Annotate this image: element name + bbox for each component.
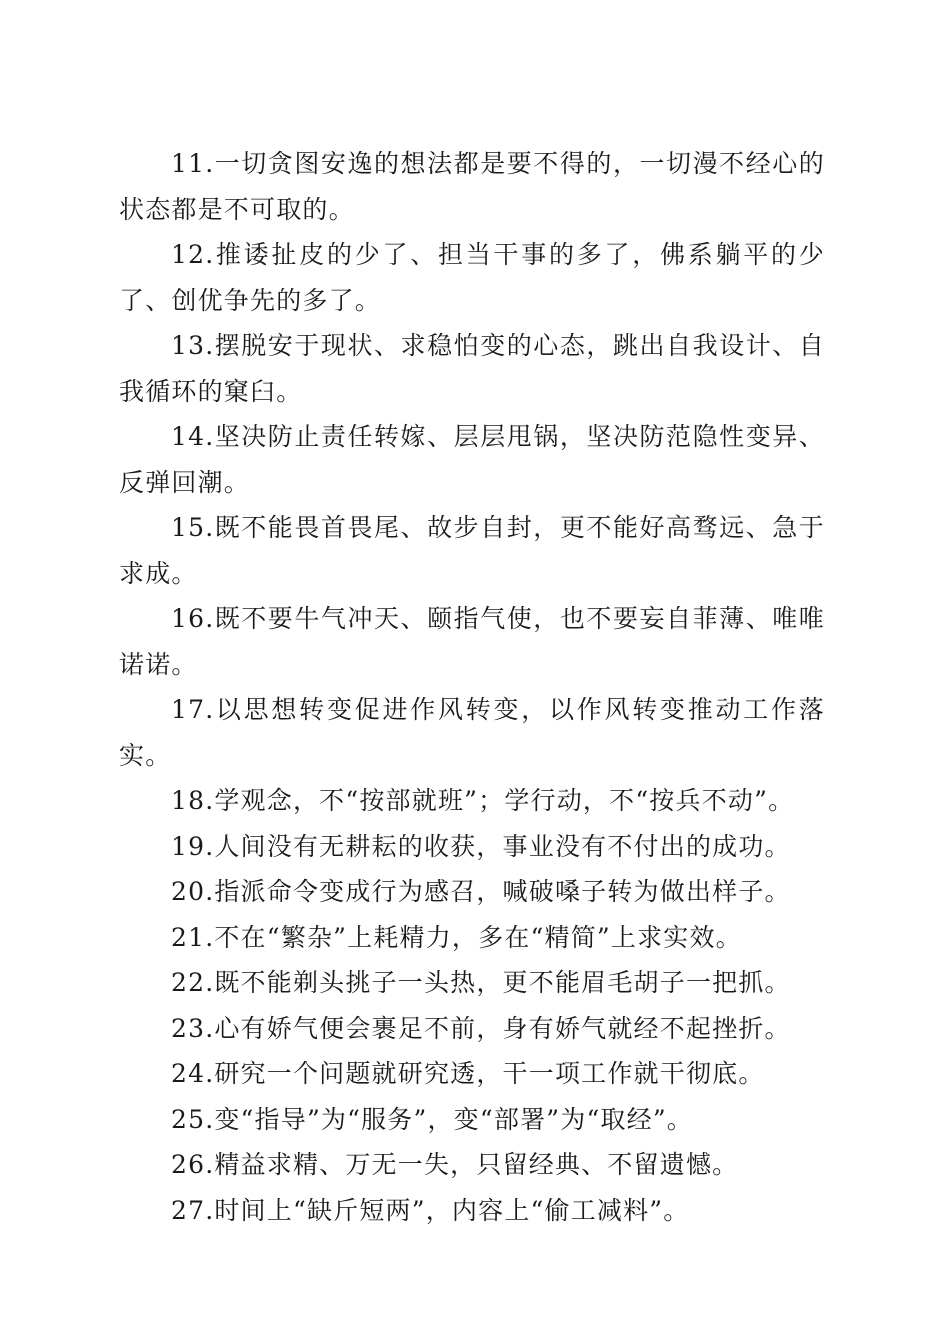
document-body: [119, 141, 825, 1233]
list-item: 14.坚决防止责任转嫁、层层甩锅，坚决防范隐性变异、反弹回潮。: [119, 422, 825, 497]
list-item: 21.不在“繁杂”上耗精力，多在“精简”上求实效。: [171, 922, 742, 952]
list-item: 23.心有娇气便会裹足不前，身有娇气就经不起挫折。: [171, 1013, 791, 1043]
list-item: 22.既不能剃头挑子一头热，更不能眉毛胡子一把抓。: [171, 968, 791, 997]
list-item: 13.摆脱安于现状、求稳怕变的心态，跳出自我设计、自我循环的窠臼。: [119, 331, 825, 406]
list-item: 18.学观念，不“按部就班”；学行动，不“按兵不动”。: [171, 786, 795, 815]
list-item: 20.指派命令变成行为感召，喊破嗓子转为做出样子。: [171, 877, 791, 906]
list-item: 24.研究一个问题就研究透，干一项工作就干彻底。: [171, 1059, 765, 1088]
list-item: 11.一切贪图安逸的想法都是要不得的，一切漫不经心的状态都是不可取的。: [119, 149, 825, 224]
list-item: 12.推诿扯皮的少了、担当干事的多了，佛系躺平的少了、创优争先的多了。: [119, 240, 825, 315]
list-item: 16.既不要牛气冲天、颐指气使，也不要妄自菲薄、唯唯诺诺。: [119, 604, 825, 679]
list-item: 27.时间上“缺斤短两”，内容上“偷工减料”。: [171, 1195, 690, 1225]
list-item: 19.人间没有无耕耘的收获，事业没有不付出的成功。: [171, 831, 791, 861]
list-item: 17.以思想转变促进作风转变，以作风转变推动工作落实。: [119, 695, 825, 770]
list-item: 25.变“指导”为“服务”，变“部署”为“取经”。: [171, 1104, 694, 1134]
list-item: 15.既不能畏首畏尾、故步自封，更不能好高骛远、急于求成。: [119, 513, 825, 588]
list-item: 26.精益求精、万无一失，只留经典、不留遗憾。: [171, 1150, 739, 1179]
